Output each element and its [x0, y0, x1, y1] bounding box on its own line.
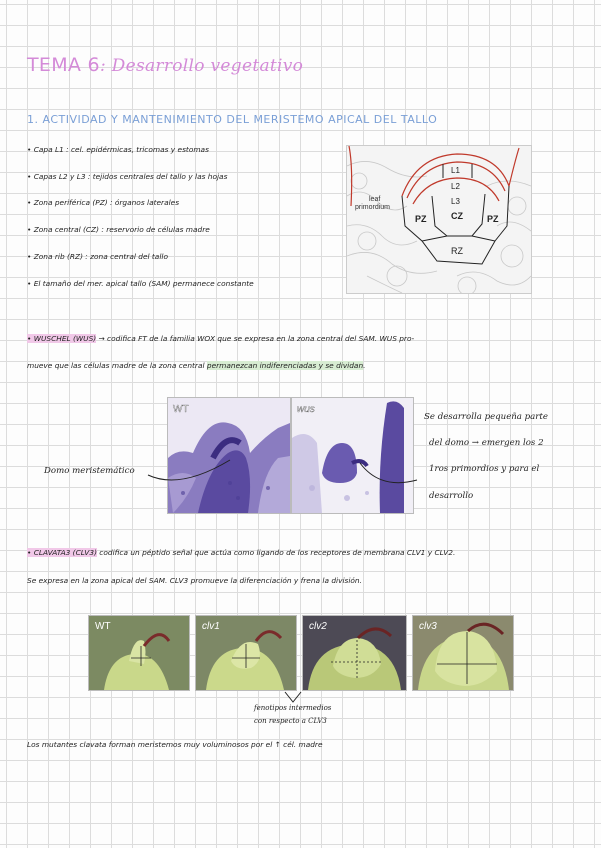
intermediate-brace — [283, 690, 303, 704]
label-l1: L1 — [451, 166, 460, 175]
label-primordium: primordium — [355, 204, 391, 211]
clv-label-clv3: clv3 — [419, 621, 437, 632]
bullet-l1: • Capa L1 : cel. epidérmicas, tricomas y estomas — [27, 145, 209, 154]
intermediate-note-2: con respecto a CLV3 — [254, 717, 327, 725]
clv-line-1-text: codifica un péptido señal que actúa como ligando de los receptores de membrana CLV1 y CLV2. — [96, 548, 456, 557]
dome-arrow — [140, 455, 240, 495]
label-l3: L3 — [451, 197, 460, 206]
intermediate-note-1: fenotipos intermedios — [254, 704, 332, 712]
clv-line-1 — [27, 548, 455, 557]
clv1-photo — [196, 616, 296, 690]
wt-label: WT — [173, 404, 189, 415]
title-main: TEMA 6 — [27, 54, 100, 76]
dome-note: Domo meristemático — [44, 466, 135, 476]
section-heading: 1. ACTIVIDAD Y MANTENIMIENTO DEL MERISTEMO APICAL DEL TALLO — [27, 113, 438, 126]
clv-line-2: Se expresa en la zona apical del SAM. CLV3 promueve la diferenciación y frena la división. — [27, 576, 362, 585]
clv-wt-photo — [89, 616, 189, 690]
clv2-photo — [303, 616, 406, 690]
wus-line-1 — [27, 334, 414, 343]
label-pz-left: PZ — [415, 214, 427, 224]
sam-diagram-svg — [347, 146, 531, 293]
bullet-l2l3: • Capas L2 y L3 : tejidos centrales del tallo y las hojas — [27, 172, 228, 181]
label-l2: L2 — [451, 182, 460, 191]
clv-image-clv3 — [412, 615, 514, 691]
wus-line-1-text: → codifica FT de la familia WOX que se expresa en la zona central del SAM. WUS pro- — [96, 334, 415, 343]
wus-label: wus — [297, 404, 315, 415]
page-title — [27, 54, 303, 76]
bullet-sam: • El tamaño del mer. apical tallo (SAM) permanece constante — [27, 279, 254, 288]
wus-term: • WUSCHEL (WUS) — [27, 334, 97, 343]
bullet-cz: • Zona central (CZ) : reservorio de células madre — [27, 225, 210, 234]
clv-label-clv2: clv2 — [309, 621, 327, 632]
label-leaf: leaf — [369, 196, 381, 203]
clavata-mutants-note: Los mutantes clavata forman meristemos muy voluminosos por el ↑ cél. madre — [27, 740, 323, 749]
wus-note-1: Se desarrolla pequeña parte — [424, 412, 548, 422]
clv-image-wt — [88, 615, 190, 691]
wus-line-2-end: . — [363, 361, 366, 370]
wus-line-2-text: mueve que las células madre de la zona central — [27, 361, 207, 370]
wus-note-3: 1ros primordios y para el — [429, 464, 540, 474]
wus-note-4: desarrollo — [429, 491, 474, 501]
label-rz: RZ — [451, 246, 463, 256]
bullet-pz: • Zona periférica (PZ) : órganos laterales — [27, 198, 180, 207]
wus-arrow — [355, 455, 425, 495]
clv3-photo — [413, 616, 513, 690]
clv-term: • CLAVATA3 (CLV3) — [27, 548, 97, 557]
wus-highlight: permanezcan indiferenciadas y se dividan — [206, 361, 364, 370]
label-pz-right: PZ — [487, 214, 499, 224]
wus-note-2: del domo → emergen los 2 — [429, 438, 544, 448]
clv-label-wt: WT — [95, 621, 111, 632]
clv-image-clv1 — [195, 615, 297, 691]
wus-line-2 — [27, 361, 366, 370]
clv-image-clv2 — [302, 615, 407, 691]
title-sub: : Desarrollo vegetativo — [99, 56, 304, 76]
sam-diagram — [346, 145, 532, 294]
label-cz: CZ — [451, 211, 463, 221]
bullet-rz: • Zona rib (RZ) : zona central del tallo — [27, 252, 168, 261]
clv-label-clv1: clv1 — [202, 621, 220, 632]
